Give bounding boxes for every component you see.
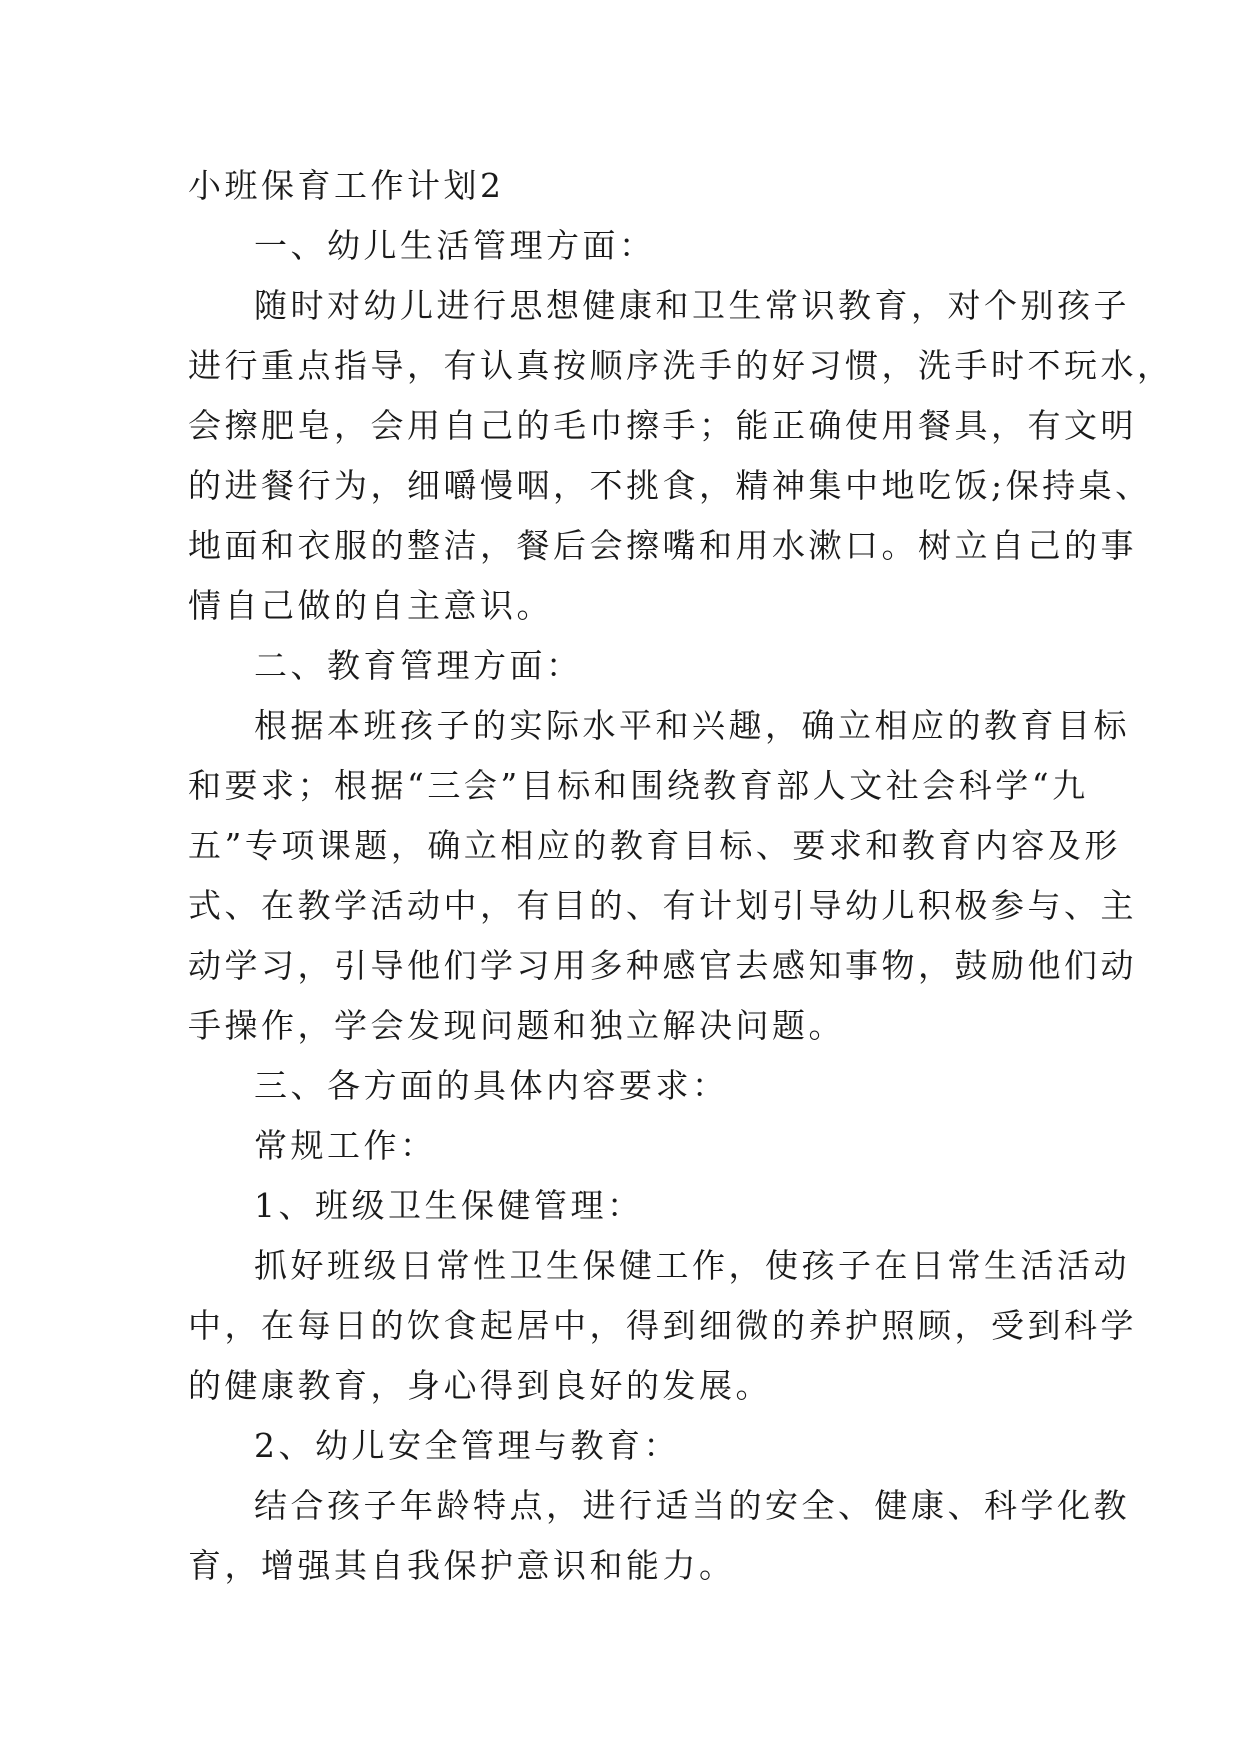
paragraph-line: 会擦肥皂，会用自己的毛巾擦手；能正确使用餐具，有文明: [188, 406, 1137, 445]
paragraph-line: 和要求；根据“三会”目标和围绕教育部人文社会科学“九: [188, 766, 1089, 805]
section-heading: 二、教育管理方面：: [254, 646, 583, 685]
section-heading: 常规工作：: [254, 1126, 437, 1165]
paragraph-line: 中，在每日的饮食起居中，得到细微的养护照顾，受到科学: [188, 1306, 1137, 1345]
section-heading: 三、各方面的具体内容要求：: [254, 1066, 729, 1105]
paragraph-line: 地面和衣服的整洁，餐后会擦嘴和用水漱口。树立自己的事: [188, 526, 1137, 565]
paragraph-line: 五”专项课题，确立相应的教育目标、要求和教育内容及形: [188, 826, 1121, 865]
document-title: 小班保育工作计划2: [188, 166, 505, 205]
paragraph: [188, 276, 1174, 636]
paragraph-line: 结合孩子年龄特点，进行适当的安全、健康、科学化教: [254, 1486, 1130, 1525]
paragraph-line: 根据本班孩子的实际水平和兴趣，确立相应的教育目标: [254, 706, 1130, 745]
section-heading: 1、班级卫生保健管理：: [254, 1186, 644, 1225]
paragraph-line: 抓好班级日常性卫生保健工作，使孩子在日常生活活动: [254, 1246, 1130, 1285]
paragraph-line: 手操作，学会发现问题和独立解决问题。: [188, 1006, 845, 1045]
section-heading: 2、幼儿安全管理与教育：: [254, 1426, 680, 1465]
document-page: [188, 156, 1174, 1596]
paragraph: [188, 1476, 1130, 1596]
paragraph-line: 动学习，引导他们学习用多种感官去感知事物，鼓励他们动: [188, 946, 1137, 985]
paragraph-line: 育，增强其自我保护意识和能力。: [188, 1546, 736, 1585]
paragraph-line: 的进餐行为，细嚼慢咽，不挑食，精神集中地吃饭;保持桌、: [188, 466, 1152, 505]
paragraph: [188, 1236, 1137, 1416]
paragraph-line: 随时对幼儿进行思想健康和卫生常识教育，对个别孩子: [254, 286, 1130, 325]
paragraph-line: 情自己做的自主意识。: [188, 586, 553, 625]
section-heading: 一、幼儿生活管理方面：: [254, 226, 656, 265]
paragraph: [188, 696, 1137, 1056]
paragraph-line: 式、在教学活动中，有目的、有计划引导幼儿积极参与、主: [188, 886, 1137, 925]
paragraph-line: 进行重点指导，有认真按顺序洗手的好习惯，洗手时不玩水，: [188, 346, 1174, 385]
paragraph-line: 的健康教育，身心得到良好的发展。: [188, 1366, 772, 1405]
